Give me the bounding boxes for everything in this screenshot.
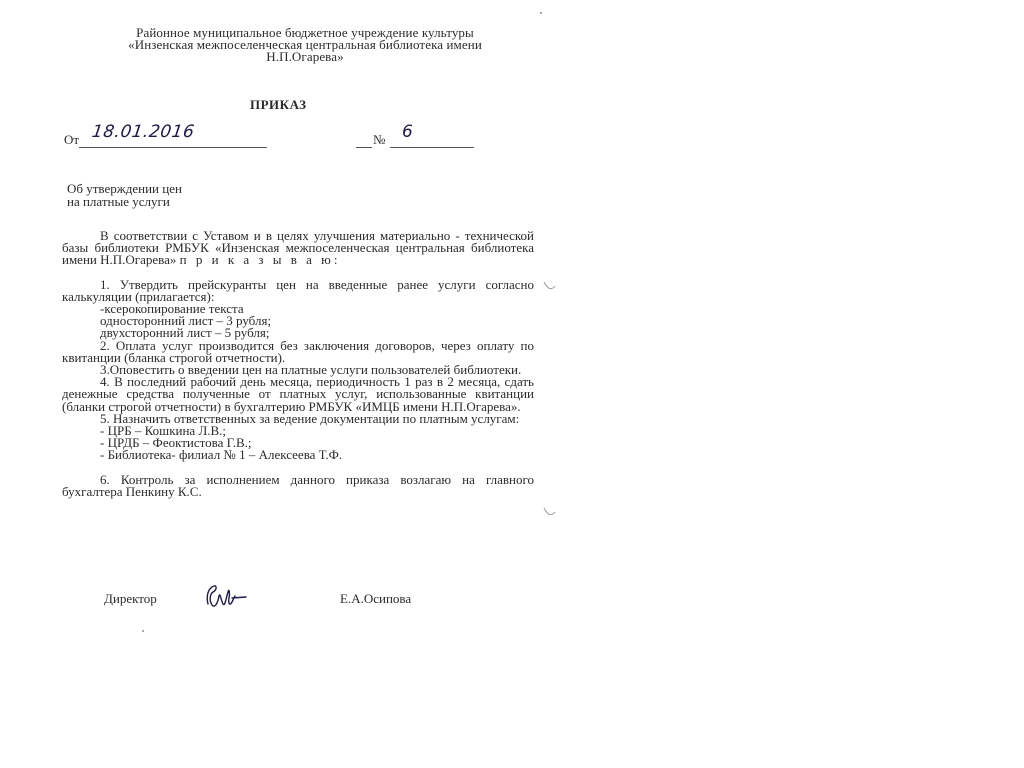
- order-subject: [67, 182, 182, 208]
- organization-header: [100, 27, 510, 63]
- item-5: 5. Назначить ответственных за ведение документации по платным услугам:: [100, 410, 520, 426]
- org-line-1: Районное муниципальное бюджетное учреждение культуры: [136, 25, 474, 40]
- number-label: №: [373, 132, 386, 147]
- item-5-sub-2: - ЦРДБ – Феоктистова Г.В.;: [100, 435, 252, 451]
- document-title: ПРИКАЗ: [250, 97, 307, 112]
- date-label: От: [64, 132, 80, 147]
- item-2: 2. Оплата услуг производится без заключения договоров, через оплату по квитанции (бланка строгой отчетности).: [62, 337, 534, 365]
- signature-title: Директор: [104, 591, 157, 606]
- handwritten-number: 6: [402, 122, 413, 142]
- item-5-sub-1: - ЦРБ – Кошкина Л.В.;: [100, 423, 227, 439]
- item-1-sub-3: двухсторонний лист – 5 рубля;: [100, 325, 270, 341]
- preamble-text: В соответствии с Уставом и в целях улучшения материально - технической базы библиотеки РМБУК «Инзенская межпоселенческая центральная библиотека имени Н.П.Огарева»: [62, 228, 534, 268]
- org-line-2: «Инзенская межпоселенческая центральная библиотека имени: [128, 37, 482, 52]
- item-4: 4. В последний рабочий день месяца, периодичность 1 раз в 2 месяца, сдать денежные средства полученные от платных услуг, использованные квитанции (бланки строгой отчетности) в бухгалтерию РМБУК «ИМЦБ имени Н.П.Огарева».: [62, 374, 534, 414]
- subject-line-2: на платные услуги: [67, 194, 170, 209]
- preamble-paragraph: [62, 230, 534, 267]
- number-underline-left: [356, 147, 372, 148]
- item-1-sub-1: -ксерокопирование текста: [100, 301, 244, 317]
- scan-speck: [540, 12, 542, 14]
- scan-mark: [542, 506, 556, 520]
- item-5-sub-3: - Библиотека- филиал № 1 – Алексеева Т.Ф.: [100, 447, 343, 463]
- signatory-name: Е.А.Осипова: [340, 591, 412, 606]
- handwritten-signature: [202, 578, 252, 612]
- number-underline: [390, 147, 474, 148]
- item-1-sub-2: односторонний лист – 3 рубля;: [100, 313, 272, 329]
- org-line-3: Н.П.Огарева»: [266, 49, 344, 64]
- subject-line-1: Об утверждении цен: [67, 181, 182, 196]
- order-body: [62, 230, 534, 498]
- scan-speck: [142, 630, 144, 632]
- item-1: 1. Утвердить прейскуранты цен на введенные ранее услуги согласно калькуляции (прилагается):: [62, 276, 534, 304]
- item-3: 3.Оповестить о введении цен на платные услуги пользователей библиотеки.: [100, 362, 522, 378]
- scan-mark: [542, 280, 556, 294]
- date-underline: [79, 147, 267, 148]
- order-keyword: п р и к а з ы в а ю:: [179, 252, 341, 268]
- item-6: 6. Контроль за исполнением данного приказа возлагаю на главного бухгалтера Пенкину К.С.: [62, 471, 534, 499]
- handwritten-date: 18.01.2016: [90, 122, 196, 142]
